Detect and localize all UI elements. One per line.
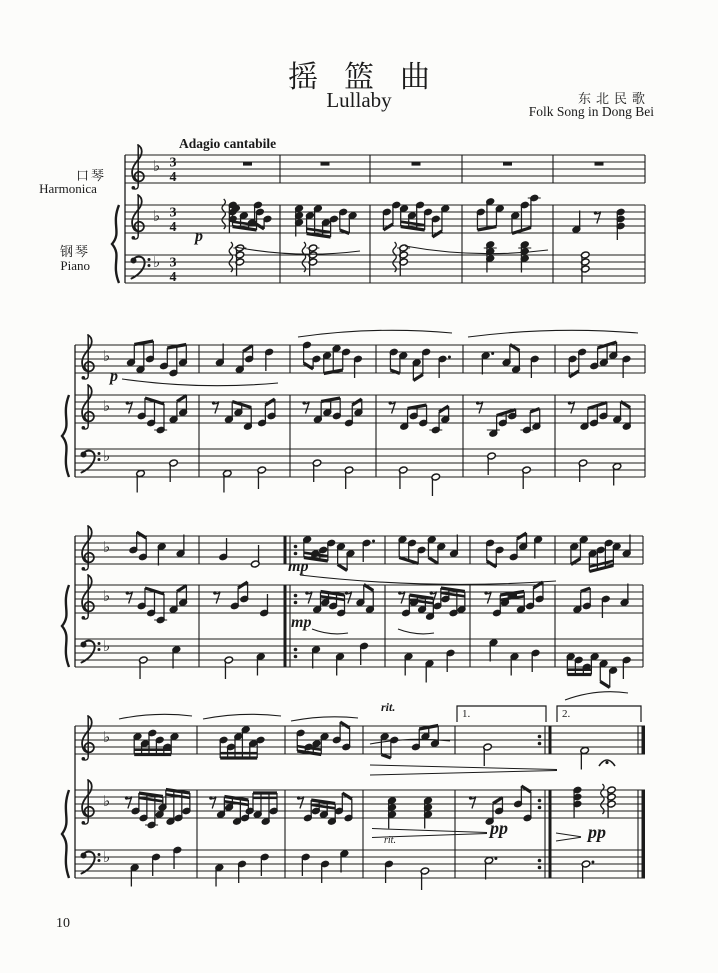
piano-brace xyxy=(112,205,119,283)
bass-clef-icon xyxy=(81,451,101,473)
tempo-marking: Adagio cantabile xyxy=(179,136,277,151)
slur xyxy=(291,717,358,721)
dynamic-pp-second: pp xyxy=(588,822,606,842)
system-2 xyxy=(62,330,645,496)
key-signature-flat: ♭ xyxy=(103,447,111,465)
credit-chinese: 东北民歌 xyxy=(577,91,650,106)
key-signature-flat: ♭ xyxy=(103,347,111,365)
label-piano-cn: 钢琴 xyxy=(59,244,90,259)
dynamic-p-piano: p xyxy=(195,228,203,245)
slur xyxy=(235,247,360,254)
rit-marking-piano: rit. xyxy=(384,835,396,846)
dynamic-p-harmonica: p xyxy=(110,368,118,385)
key-signature-flat: ♭ xyxy=(103,538,111,556)
piano-brace xyxy=(62,395,69,477)
time-signature-denominator: 4 xyxy=(169,270,177,285)
volta-2-label: 2. xyxy=(562,708,571,720)
volta-1-label: 1. xyxy=(462,708,471,720)
key-signature-flat: ♭ xyxy=(153,207,161,225)
slur xyxy=(203,714,281,719)
bass-clef-icon xyxy=(81,641,101,663)
time-signature-numerator: 3 xyxy=(169,205,177,221)
time-signature-denominator: 4 xyxy=(169,170,177,185)
credit-english: Folk Song in Dong Bei xyxy=(528,104,654,119)
system-1 xyxy=(112,145,645,285)
slur xyxy=(122,379,278,386)
rit-marking-harmonica: rit. xyxy=(381,700,396,714)
key-signature-flat: ♭ xyxy=(103,848,111,866)
bass-clef-icon xyxy=(131,257,151,279)
page-subtitle: Lullaby xyxy=(326,88,392,112)
slur xyxy=(565,692,628,700)
key-signature-flat: ♭ xyxy=(103,792,111,810)
bass-clef-icon xyxy=(81,852,101,874)
time-signature-numerator: 3 xyxy=(169,155,177,171)
key-signature-flat: ♭ xyxy=(103,397,111,415)
system-4 xyxy=(62,706,645,890)
label-harmonica-en: Harmonica xyxy=(39,181,97,196)
slur xyxy=(468,330,638,337)
time-signature-numerator: 3 xyxy=(169,255,177,271)
slur xyxy=(119,714,192,719)
label-harmonica-cn: 口琴 xyxy=(75,168,106,183)
piano-brace xyxy=(62,790,69,878)
key-signature-flat: ♭ xyxy=(103,637,111,655)
key-signature-flat: ♭ xyxy=(153,157,161,175)
dynamic-mp-harmonica: mp xyxy=(288,558,309,575)
slur xyxy=(298,330,452,337)
slur xyxy=(312,629,348,634)
time-signature-denominator: 4 xyxy=(169,220,177,235)
key-signature-flat: ♭ xyxy=(103,728,111,746)
key-signature-flat: ♭ xyxy=(103,587,111,605)
dynamic-pp-first: pp xyxy=(490,818,508,838)
key-signature-flat: ♭ xyxy=(153,253,161,271)
volta-bracket xyxy=(457,706,546,722)
slur xyxy=(300,575,556,584)
label-piano-en: Piano xyxy=(60,258,90,273)
system-3 xyxy=(62,526,643,700)
piano-brace xyxy=(62,585,69,667)
slur xyxy=(398,629,434,634)
page-number: 10 xyxy=(56,916,70,931)
page-title: 摇篮曲 xyxy=(288,61,456,94)
dynamic-mp-piano: mp xyxy=(291,614,312,631)
